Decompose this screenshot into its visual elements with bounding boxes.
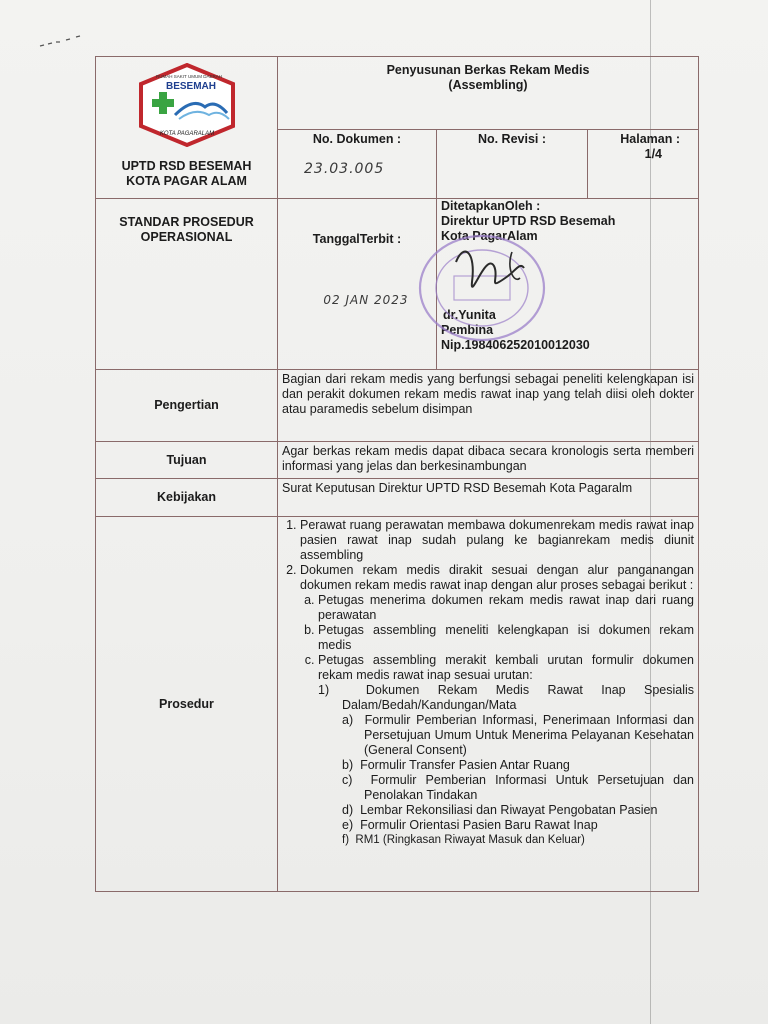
org-name-line2: KOTA PAGAR ALAM — [126, 174, 247, 188]
no-dokumen-cell — [278, 130, 437, 199]
logo-name: BESEMAH — [165, 81, 216, 92]
pengertian-text: Bagian dari rekam medis yang berfungsi sebagai peneliti kelengkapan isi dan perakit dokumen rekam medis rawat inap yang telah diisi oleh dokter atau paramedis sebelum disimpan — [278, 370, 699, 442]
no-revisi-cell — [437, 130, 588, 199]
form-item-d-text: Lembar Rekonsiliasi dan Riwayat Pengobatan Pasien — [360, 803, 658, 817]
document-group-1: 1) Dokumen Rekam Medis Rawat Inap Spesialis Dalam/Bedah/Kandungan/Mata a) Formulir Pemberian Informasi, Penerimaan Informasi dan Persetujuan Umum Untuk Menerima Pelayanan Kesehatan (General Consent) b) Formulir Transfer Pasien Antar Ruang c) Formulir Pemberian Informasi Untuk Persetujuan dan Penolakan Tindakan d) Lembar Rekonsiliasi dan Riwayat Pengobatan Pasien e) Formulir Orientasi Pasien Baru Rawat Inap f) RM1 (Ringkasan Riwayat Masuk dan Keluar) — [318, 683, 695, 846]
form-item-e: e) Formulir Orientasi Pasien Baru Rawat Inap — [342, 818, 598, 832]
halaman-value: 1/4 — [644, 147, 663, 161]
halaman-label: Halaman : — [620, 132, 681, 146]
hospital-logo — [135, 63, 239, 147]
ditetapkan-line3: Kota PagarAlam — [441, 229, 538, 243]
logo-cell — [96, 57, 278, 199]
scan-mark — [38, 34, 82, 50]
prosedur-step-2 — [300, 563, 694, 848]
logo-bottom-text: KOTA PAGARALAM — [159, 131, 214, 137]
group-1-text: Dokumen Rekam Medis Rawat Inap Spesialis Dalam/Bedah/Kandungan/Mata — [342, 683, 695, 712]
document-groups — [318, 683, 694, 848]
substep-a — [318, 593, 694, 623]
substep-a-text: Petugas menerima dokumen rekam medis rawat inap dari ruang perawatan — [318, 593, 695, 622]
kebijakan-text: Surat Keputusan Direktur UPTD RSD Besemah Kota Pagaralm — [278, 479, 699, 517]
title-line1: Penyusunan Berkas Rekam Medis — [386, 63, 590, 77]
sop-line1: STANDAR PROSEDUR — [119, 215, 254, 229]
sop-line2: OPERASIONAL — [140, 230, 233, 244]
tujuan-label: Tujuan — [96, 442, 278, 479]
tujuan-text: Agar berkas rekam medis dapat dibaca secara kronologis serta memberi informasi yang jelas dan berkesinambungan — [278, 442, 699, 479]
form-item-a: a) Formulir Pemberian Informasi, Penerimaan Informasi dan Persetujuan Umum Untuk Menerima Pelayanan Kesehatan (General Consent) — [342, 713, 695, 757]
no-dokumen-value: 23.03.005 — [304, 161, 385, 177]
form-item-f-text: RM1 (Ringkasan Riwayat Masuk dan Keluar) — [355, 834, 585, 846]
no-revisi-label: No. Revisi : — [477, 132, 547, 146]
prosedur-content — [278, 517, 699, 892]
form-item-b-text: Formulir Transfer Pasien Antar Ruang — [360, 758, 570, 772]
ditetapkan-line2: Direktur UPTD RSD Besemah — [441, 214, 616, 228]
signer-name: dr.Yunita — [443, 308, 496, 322]
sop-label-cell — [96, 199, 278, 370]
org-name-line1: UPTD RSD BESEMAH — [121, 159, 252, 173]
substep-b — [318, 623, 694, 653]
kebijakan-label: Kebijakan — [96, 479, 278, 517]
tanggal-value: 02 JAN 2023 — [323, 293, 409, 307]
form-item-d: d) Lembar Rekonsiliasi dan Riwayat Pengobatan Pasien — [342, 803, 658, 817]
prosedur-step-1 — [300, 518, 694, 563]
form-item-b: b) Formulir Transfer Pasien Antar Ruang — [342, 758, 570, 772]
form-list — [342, 713, 694, 848]
sop-table — [95, 56, 699, 892]
logo-top-text: RUMAH SAKIT UMUM DAERAH — [155, 74, 222, 79]
step-2-substeps — [300, 593, 694, 848]
tanggal-cell — [278, 199, 437, 370]
halaman-cell — [588, 130, 699, 199]
form-item-c: c) Formulir Pemberian Informasi Untuk Persetujuan dan Penolakan Tindakan — [342, 773, 695, 802]
form-item-a-text: Formulir Pemberian Informasi, Penerimaan Informasi dan Persetujuan Umum Untuk Menerima Pelayanan Kesehatan (General Consent) — [364, 713, 695, 757]
form-item-f: f) RM1 (Ringkasan Riwayat Masuk dan Keluar) — [342, 834, 585, 846]
ditetapkan-cell — [437, 199, 699, 370]
substep-b-text: Petugas assembling meneliti kelengkapan isi dokumen rekam medis — [318, 623, 695, 652]
form-item-e-text: Formulir Orientasi Pasien Baru Rawat Inap — [360, 818, 598, 832]
prosedur-steps — [282, 518, 694, 848]
pengertian-label: Pengertian — [96, 370, 278, 442]
title-line2: (Assembling) — [448, 78, 528, 92]
prosedur-label: Prosedur — [96, 517, 278, 892]
document-title — [278, 57, 699, 130]
signer-rank: Pembina — [441, 323, 494, 337]
ditetapkan-line1: DitetapkanOleh : — [441, 199, 541, 213]
tanggal-label: TanggalTerbit : — [312, 232, 402, 246]
step-1-text: Perawat ruang perawatan membawa dokumenrekam medis rawat inap pasien rawat inap sudah pulang ke bagianrekam medis diunit assembling — [300, 518, 695, 562]
no-dokumen-label: No. Dokumen : — [312, 132, 402, 146]
step-2-text: Dokumen rekam medis dirakit sesuai dengan alur panganangan dokumen rekam medis rawat inap dengan alur proses sebagai berikut : — [300, 563, 695, 592]
substep-c — [318, 653, 694, 848]
form-item-c-text: Formulir Pemberian Informasi Untuk Persetujuan dan Penolakan Tindakan — [364, 773, 695, 802]
signer-nip: Nip.198406252010012030 — [441, 338, 590, 352]
substep-c-text: Petugas assembling merakit kembali urutan formulir dokumen rekam medis rawat inap sesuai urutan: — [318, 653, 695, 682]
